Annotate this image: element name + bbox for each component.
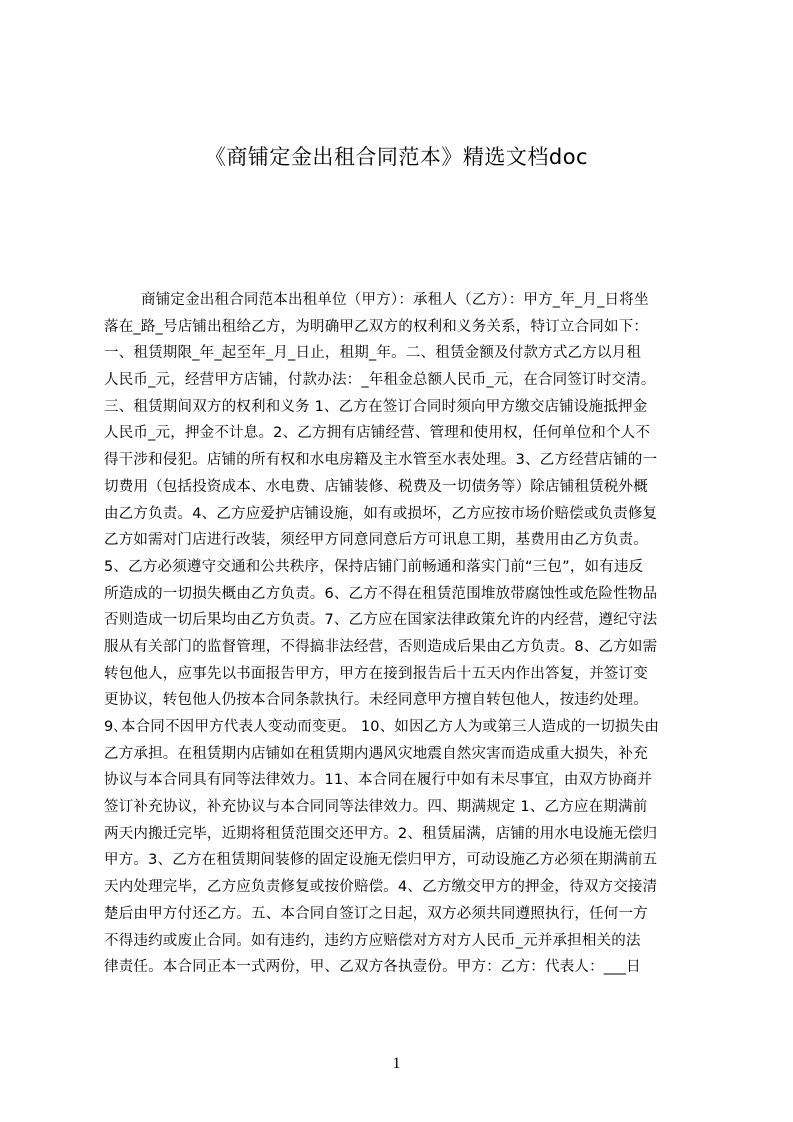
body-line: 天内处理完毕，乙方应负责修复或按价赔偿。4、乙方缴交甲方的押金，待双方交接清 (104, 879, 658, 896)
body-line: 5、乙方必须遵守交通和公共秩序，保持店铺门前畅通和落实门前“三包”，如有违反 (104, 558, 644, 575)
body-line: 两天内搬迁完毕，近期将租赁范围交还甲方。2、租赁届满，店铺的用水电设施无偿归 (104, 825, 658, 842)
body-line: 人民币_元，押金不计息。2、乙方拥有店铺经营、管理和使用权，任何单位和个人不 (104, 425, 651, 442)
body-line: 人民币_元，经营甲方店铺，付款办法：_年租金总额人民币_元，在合同签订时交清。 (104, 372, 656, 389)
body-line: 签订补充协议，补充协议与本合同同等法律效力。四、期满规定 1、乙方应在期满前 (104, 799, 648, 816)
body-line: 落在_路_号店铺出租给乙方，为明确甲乙双方的权利和义务关系，特订立合同如下： (104, 318, 649, 335)
body-line: 切费用（包括投资成本、水电费、店铺装修、税费及一切债务等）除店铺租赁税外概 (104, 478, 648, 495)
body-line: 得干涉和侵犯。店铺的所有权和水电房籍及主水管至水表处理。3、乙方经营店铺的一 (104, 452, 658, 469)
body-line: 所造成的一切损失概由乙方负责。6、乙方不得在租赁范围堆放带腐蚀性或危险性物品 (104, 585, 658, 602)
body-line: 乙方承担。在租赁期内店铺如在租赁期内遇风灾地震自然灾害而造成重大损失，补充 (104, 745, 648, 762)
body-line: 不得违约或废止合同。如有违约，违约方应赔偿对方对方人民币_元并承担相关的法 (104, 932, 641, 949)
body-line: 甲方。3、乙方在租赁期间装修的固定设施无偿归甲方，可动设施乙方必须在期满前五 (104, 852, 658, 869)
body-line: 由乙方负责。4、乙方应爱护店铺设施，如有或损坏，乙方应按市场价赔偿或负责修复 (104, 505, 658, 522)
body-line: 服从有关部门的监督管理，不得搞非法经营，否则造成后果由乙方负责。8、乙方如需 (104, 638, 658, 655)
body-line: 三、租赁期间双方的权利和义务 1、乙方在签订合同时须向甲方缴交店铺设施抵押金 (104, 398, 648, 415)
body-line: 一、租赁期限_年_起至年_月_日止，租期_年。二、租赁金额及付款方式乙方以月租 (104, 345, 642, 362)
body-line: 更协议，转包他人仍按本合同条款执行。未经同意甲方擅自转包他人，按违约处理。 (104, 692, 648, 709)
body-line: 商铺定金出租合同范本出租单位（甲方）：承租人（乙方）：甲方_年_月_日将坐 (141, 292, 649, 308)
body-line: 9､本合同不因甲方代表人变动而变更。 10、如因乙方人为或第三人造成的一切损失由 (104, 719, 660, 735)
page-number: 1 (392, 1055, 401, 1072)
body-line: 乙方如需对门店进行改装，须经甲方同意同意后方可讯息工期，基费用由乙方负责。 (104, 532, 648, 549)
document-title: 《商铺定金出租合同范本》精选文档doc (204, 145, 589, 169)
body-line: 楚后由甲方付还乙方。五、本合同自签订之日起，双方必须共同遵照执行，任何一方 (104, 905, 648, 922)
body-line: 律责任。本合同正本一式两份，甲、乙双方各执壹份。甲方：乙方：代表人：___日 (104, 959, 641, 976)
body-line: 否则造成一切后果均由乙方负责。7、乙方应在国家法律政策允许的内经营，遵纪守法 (104, 612, 658, 629)
contract-body (104, 287, 698, 981)
body-line: 协议与本合同具有同等法律效力。11、本合同在履行中如有未尽事宜，由双方协商并 (104, 772, 653, 789)
body-line: 转包他人，应事先以书面报告甲方，甲方在接到报告后十五天内作出答复，并签订变 (104, 665, 648, 682)
